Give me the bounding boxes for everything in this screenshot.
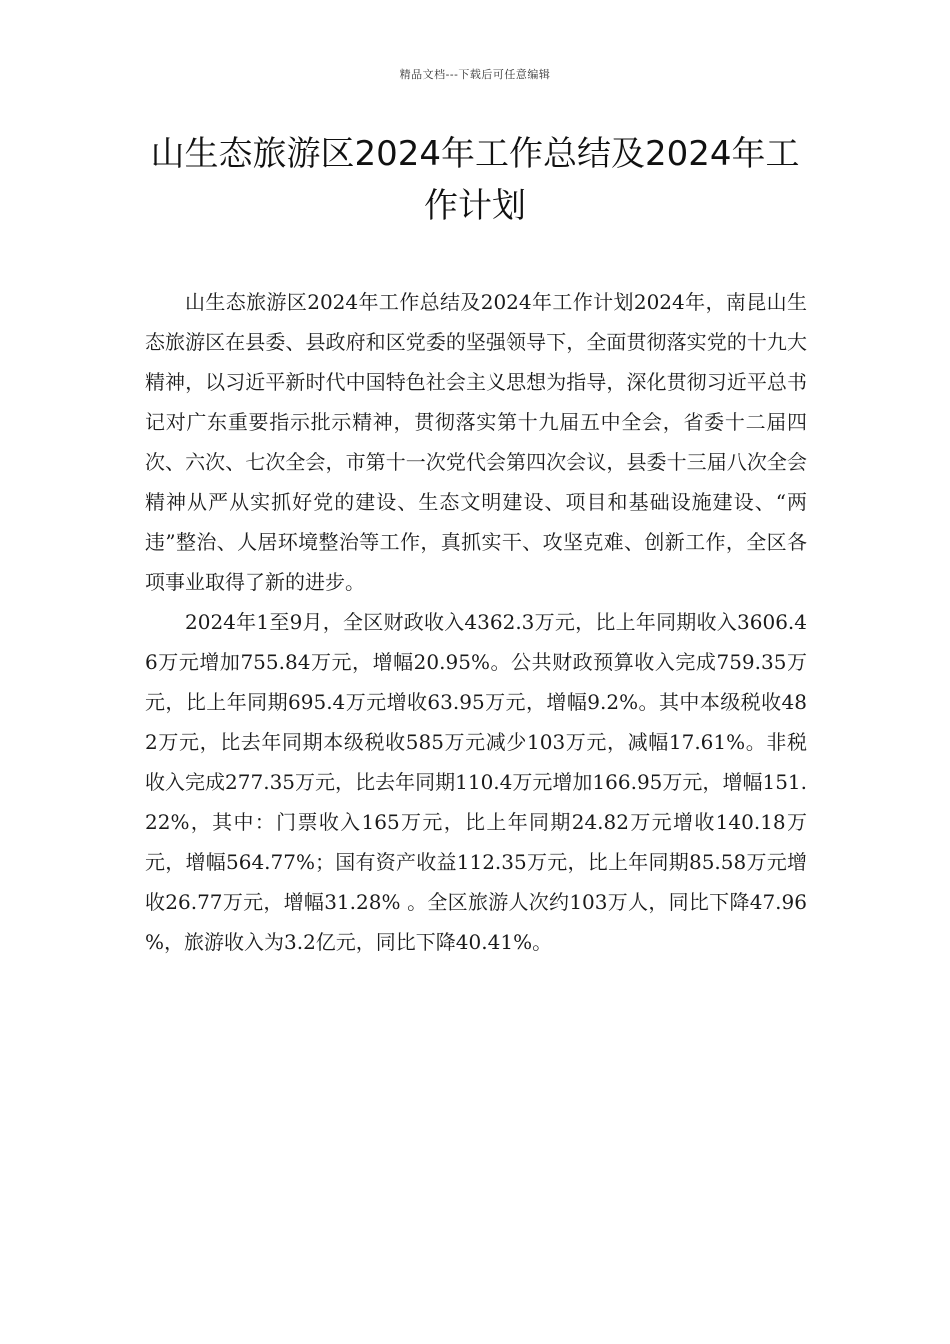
- header-note: 精品文档---下载后可任意编辑: [399, 68, 551, 81]
- document-title: 山生态旅游区2024年工作总结及2024年工作计划: [150, 134, 800, 226]
- paragraph-intro: 山生态旅游区2024年工作总结及2024年工作计划2024年，南昆山生态旅游区在县委、县政府和区党委的坚强领导下，全面贯彻落实党的十九大精神，以习近平新时代中国特色社会主义思想为指导，深化贯彻习近平总书记对广东重要指示批示精神，贯彻落实第十九届五中全会，省委十二届四次、六次、七次全会，市第十一次党代会第四次会议，县委十三届八次全会精神从严从实抓好党的建设、生态文明建设、项目和基础设施建设、“两违”整治、人居环境整治等工作，真抓实干、攻坚克难、创新工作，全区各项事业取得了新的进步。: [145, 290, 807, 594]
- paragraph-finance: 2024年1至9月，全区财政收入4362.3万元，比上年同期收入3606.46万元增加755.84万元，增幅20.95%。公共财政预算收入完成759.35万元，比上年同期695.4万元增收63.95万元，增幅9.2%。其中本级税收482万元，比去年同期本级税收585万元减少103万元，减幅17.61%。非税收入完成277.35万元，比去年同期110.4万元增加166.95万元，增幅151.22%，其中：门票收入165万元，比上年同期24.82万元增收140.18万元，增幅564.77%；国有资产收益112.35万元，比上年同期85.58万元增收26.77万元，增幅31.28% 。全区旅游人次约103万人，同比下降47.96 %，旅游收入为3.2亿元，同比下降40.41%。: [145, 610, 807, 954]
- document-body: [145, 282, 807, 962]
